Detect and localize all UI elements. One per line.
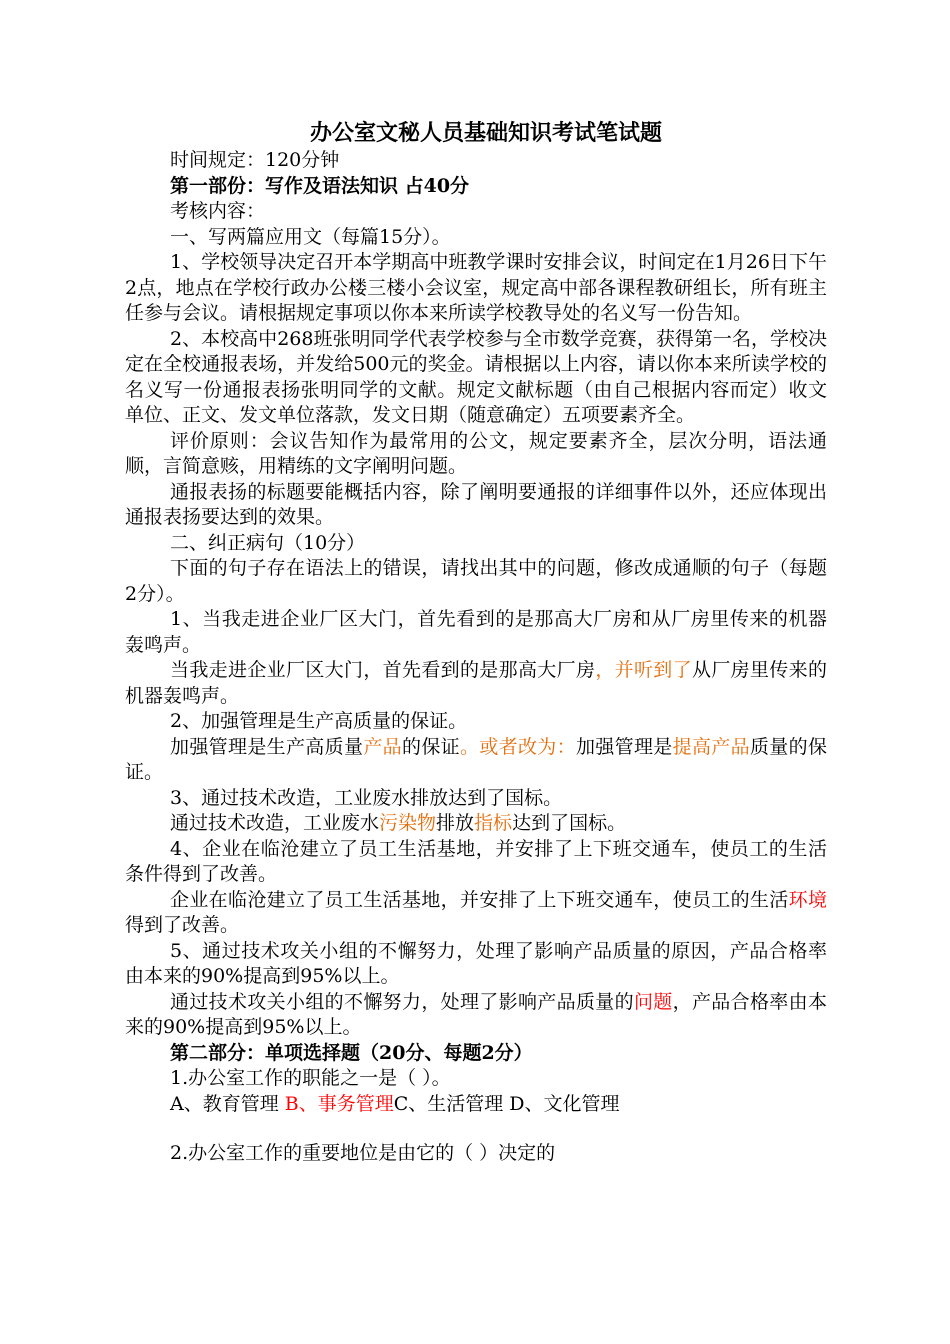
answer-text: 排放 [436, 812, 475, 834]
sentence-2: 2、加强管理是生产高质量的保证。 [170, 710, 468, 732]
part1-heading: 第一部份：写作及语法知识 占40分 [170, 174, 470, 197]
correction-highlight: 指标 [474, 812, 513, 834]
choice-question-2: 2.办公室工作的重要地位是由它的（ ）决定的 [170, 1142, 556, 1164]
sentence-3: 3、通过技术改造，工业废水排放达到了国标。 [170, 786, 563, 809]
correction-highlight: 污染物 [379, 812, 437, 834]
answer-text: 得到了改善。 [125, 914, 240, 936]
option-text: A、教育管理 [170, 1092, 285, 1115]
section2-heading: 二、纠正病句（10分） [170, 531, 366, 554]
answer-text: 通过技术攻关小组的不懈努力，处理了影响产品质量的 [170, 990, 634, 1013]
correction-highlight: ，并听到了 [595, 659, 692, 681]
answer-text: 当我走进企业厂区大门，首先看到的是那高大厂房 [170, 659, 596, 681]
sentence-4: 4、企业在临沧建立了员工生活基地，并安排了上下班交通车，使员工的生活条件得到了改善。 [125, 837, 827, 885]
sentence-3-answer [125, 811, 827, 837]
spacer [125, 1117, 827, 1141]
correction-highlight: 环境 [788, 888, 827, 911]
answer-text: 的保证 [401, 735, 460, 758]
correction-highlight: 问题 [633, 990, 673, 1013]
correction-highlight: 。或者改为： [459, 735, 576, 758]
question-2: 2、本校高中268班张明同学代表学校参与全市数学竞赛，获得第一名，学校决定在全校通报表场，并发给500元的奖金。请根据以上内容，请以你本来所读学校的名义写一份通报表扬张明同学的文献。规定文献标题（由自己根据内容而定）收文单位、正文、发文单位落款，发文日期（随意确定）五项要素齐全。 [125, 327, 827, 426]
document-title: 办公室文秘人员基础知识考试笔试题 [309, 120, 662, 146]
evaluation-principle-2: 通报表扬的标题要能概括内容，除了阐明要通报的详细事件以外，还应体现出通报表扬要达到的效果。 [125, 480, 827, 528]
correction-highlight: 产品 [363, 735, 402, 758]
answer-text: 从厂房里传来的机器轰鸣声。 [125, 659, 827, 707]
section2-intro: 下面的句子存在语法上的错误，请找出其中的问题，修改成通顺的句子（每题2分）。 [125, 557, 827, 605]
choice-question-1-options [125, 1092, 827, 1118]
part2-heading: 第二部分：单项选择题（20分、每题2分） [170, 1041, 533, 1064]
choice-question-1: 1.办公室工作的职能之一是（ ）。 [170, 1067, 451, 1089]
question-1: 1、学校领导决定召开本学期高中班教学课时安排会议，时间定在1月26日下午2点，地点在学校行政办公楼三楼小会议室，规定高中部各课程教研组长，所有班主任参与会议。请根据规定事项以你本来所读学校教导处的名义写一份告知。 [125, 251, 827, 324]
answer-text: 加强管理是 [575, 735, 673, 758]
correct-option: B、事务管理 [284, 1092, 394, 1115]
sentence-5-answer [125, 990, 827, 1041]
evaluation-principle-1: 评价原则：会议告知作为最常用的公文，规定要素齐全，层次分明，语法通顺，言简意赅，用精练的文字阐明问题。 [125, 429, 827, 477]
answer-text: 通过技术改造，工业废水 [170, 812, 380, 834]
option-text: C、生活管理 D、文化管理 [393, 1092, 620, 1115]
sentence-1: 1、当我走进企业厂区大门，首先看到的是那高大厂房和从厂房里传来的机器轰鸣声。 [125, 608, 827, 656]
sentence-2-answer [125, 735, 827, 786]
answer-text: 加强管理是生产高质量 [170, 735, 364, 758]
answer-text: 质量的保证。 [125, 735, 827, 783]
answer-text: 企业在临沧建立了员工生活基地，并安排了上下班交通车，使员工的生活 [170, 888, 789, 911]
exam-content-label: 考核内容： [170, 200, 266, 222]
section1-heading: 一、写两篇应用文（每篇15分）。 [170, 225, 451, 248]
sentence-1-answer [125, 658, 827, 709]
sentence-5: 5、通过技术攻关小组的不懈努力，处理了影响产品质量的原因，产品合格率由本来的90%提高到95%以上。 [125, 939, 827, 987]
correction-highlight: 提高产品 [672, 735, 750, 758]
answer-text: 达到了国标。 [512, 812, 627, 834]
answer-text: ，产品合格率由本来的90%提高到95%以上。 [125, 990, 827, 1038]
time-limit: 时间规定：120分钟 [170, 149, 340, 171]
sentence-4-answer [125, 888, 827, 939]
